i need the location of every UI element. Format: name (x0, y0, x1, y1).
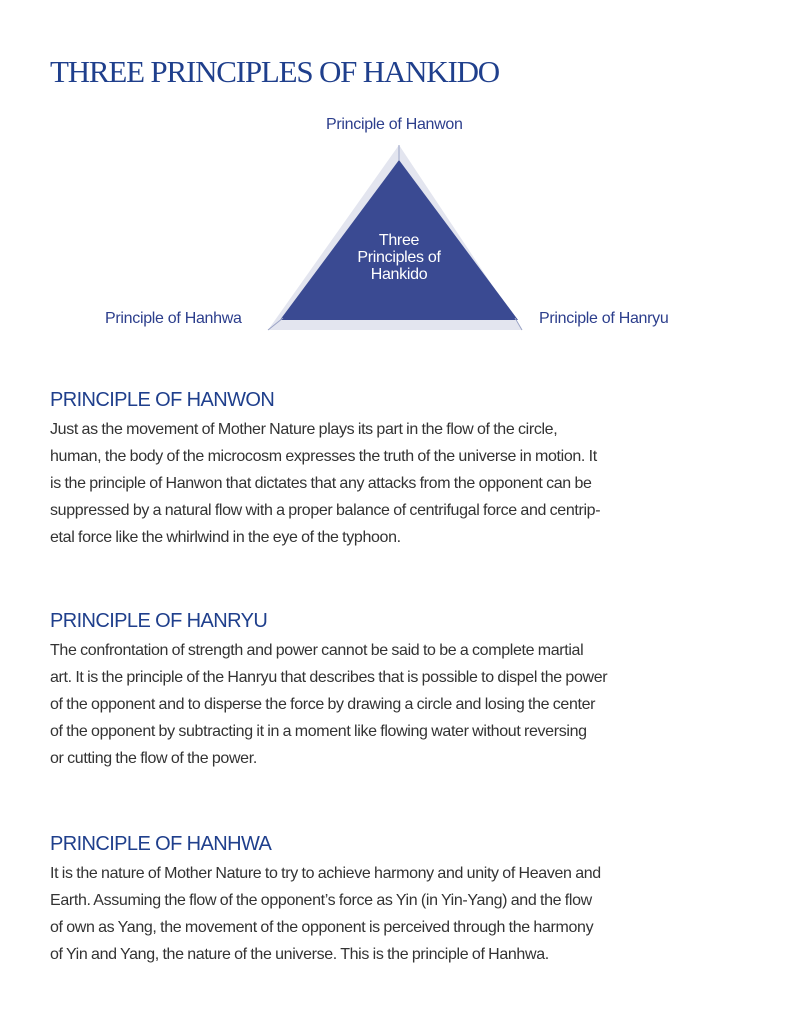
section-hanhwa (50, 833, 690, 968)
body-line: etal force like the whirlwind in the eye of the typhoon. (50, 529, 401, 546)
section-body (50, 860, 690, 968)
triangle-graphic (90, 108, 700, 344)
center-label-line: Hankido (370, 266, 428, 283)
section-hanwon (50, 389, 690, 551)
body-line: suppressed by a natural flow with a proper balance of centrifugal force and centrip- (50, 502, 601, 519)
section-heading: PRINCIPLE OF HANWON (50, 389, 275, 411)
body-line: The confrontation of strength and power cannot be said to be a complete martial (50, 642, 584, 659)
label-principle-hanryu: Principle of Hanryu (539, 310, 669, 327)
body-line: or cutting the flow of the power. (50, 750, 257, 767)
body-line: Just as the movement of Mother Nature plays its part in the flow of the circle, (50, 421, 558, 438)
page-title: THREE PRINCIPLES OF HANKIDO (50, 54, 499, 89)
section-hanryu (50, 610, 690, 772)
body-line: of own as Yang, the movement of the opponent is perceived through the harmony (50, 919, 594, 936)
body-line: art. It is the principle of the Hanryu that describes that is possible to dispel the power (50, 669, 608, 686)
section-heading: PRINCIPLE OF HANRYU (50, 610, 268, 632)
label-principle-hanwon: Principle of Hanwon (326, 116, 463, 133)
body-line: It is the nature of Mother Nature to try to achieve harmony and unity of Heaven and (50, 865, 601, 882)
triangle-center-label (335, 232, 463, 283)
body-line: of the opponent and to disperse the force by drawing a circle and losing the center (50, 696, 596, 713)
body-line: of Yin and Yang, the nature of the universe. This is the principle of Hanhwa. (50, 946, 549, 963)
section-body (50, 416, 690, 551)
body-line: of the opponent by subtracting it in a moment like flowing water without reversing (50, 723, 587, 740)
body-line: human, the body of the microcosm expresses the truth of the universe in motion. It (50, 448, 597, 465)
section-heading: PRINCIPLE OF HANHWA (50, 833, 272, 855)
body-line: is the principle of Hanwon that dictates that any attacks from the opponent can be (50, 475, 592, 492)
section-body (50, 637, 690, 772)
principles-triangle-diagram (90, 108, 700, 344)
center-label-line: Principles of (357, 249, 441, 266)
body-line: Earth. Assuming the flow of the opponent’s force as Yin (in Yin-Yang) and the flow (50, 892, 592, 909)
label-principle-hanhwa: Principle of Hanhwa (105, 310, 242, 327)
center-label-line: Three (378, 232, 420, 249)
